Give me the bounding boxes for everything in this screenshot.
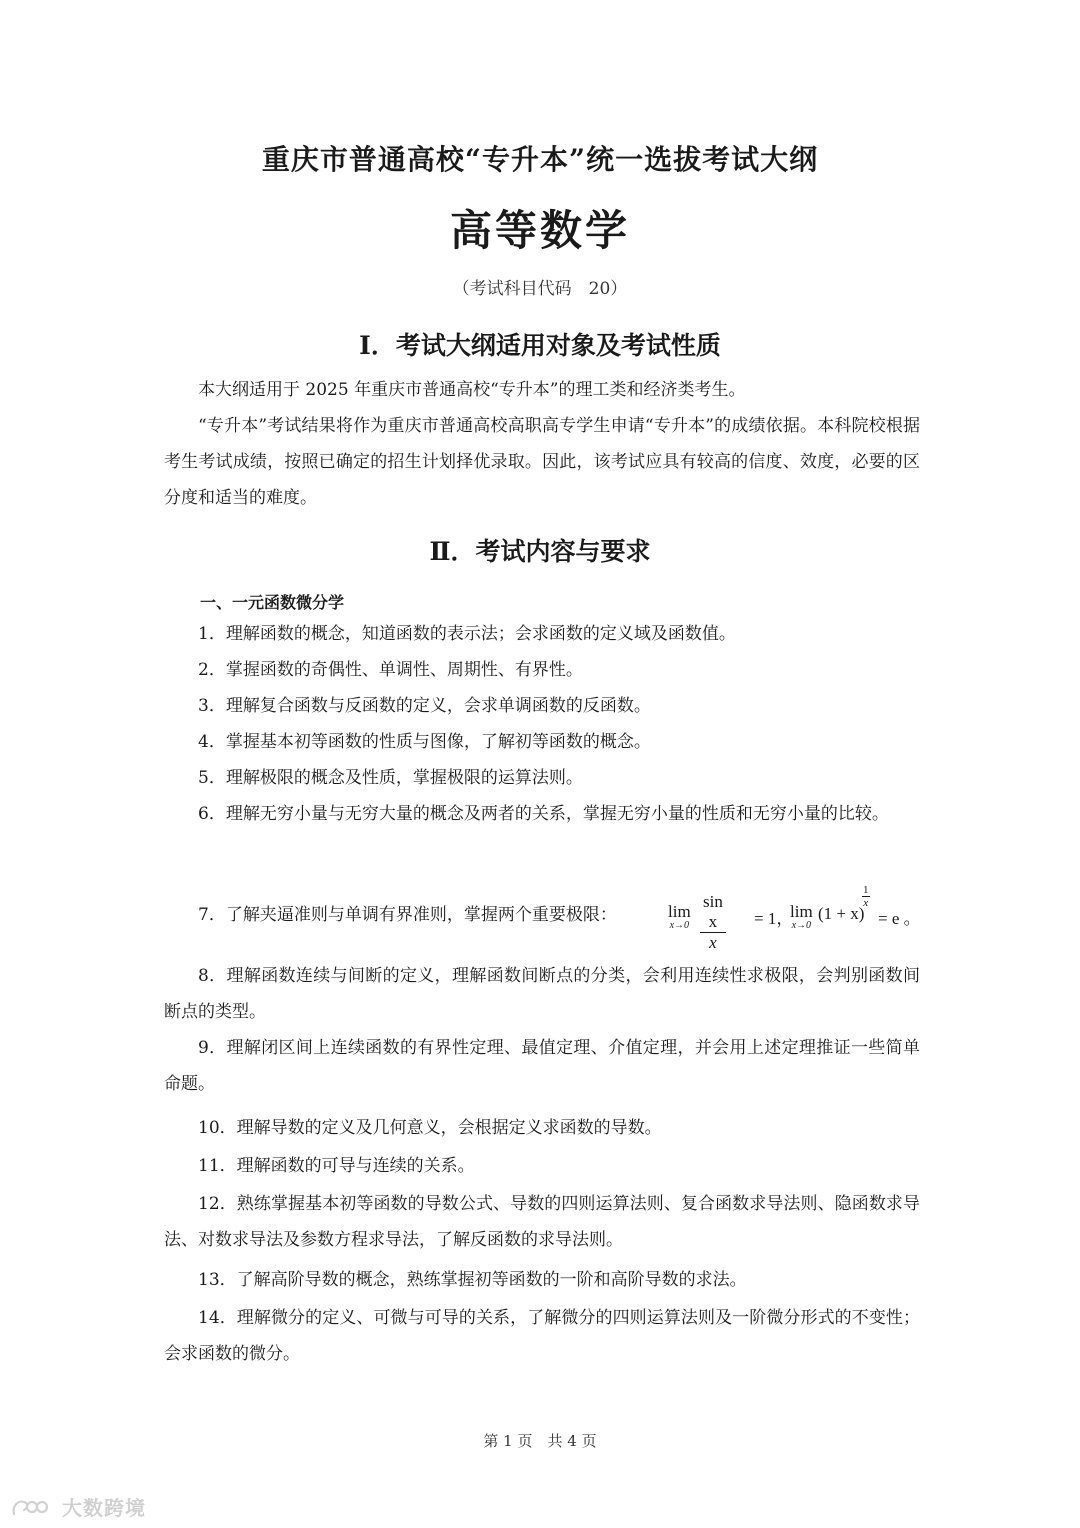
- list-item: 12．熟练掌握基本初等函数的导数公式、导数的四则运算法则、复合函数求导法则、隐函数求导法、对数求导法及参数方程求导法，了解反函数的求导法则。: [164, 1194, 920, 1250]
- list-item: 7．了解夹逼准则与单调有界准则，掌握两个重要极限：: [198, 905, 617, 925]
- list-item: 6．理解无穷小量与无穷大量的概念及两者的关系，掌握无穷小量的性质和无穷小量的比较。: [198, 804, 889, 824]
- subject-code: （考试科目代码 20）: [452, 279, 628, 299]
- section-1-heading: Ⅰ．考试大纲适用对象及考试性质: [359, 331, 721, 360]
- exponent-fraction: $\frac{1}{x}$: [863, 884, 869, 909]
- list-item: 13．了解高阶导数的概念，熟练掌握初等函数的一阶和高阶导数的求法。: [198, 1270, 747, 1290]
- list-item: 11．理解函数的可导与连续的关系。: [198, 1156, 475, 1176]
- list-item-formula: 7．了解夹逼准则与单调有界准则，掌握两个重要极限： lim x→0 $\frac{\text{sin x}}{x}$ = 1， lim x→0 (1 + x) $\frac{1}{x}$ = e 。: [198, 884, 921, 952]
- list-item: 2．掌握函数的奇偶性、单调性、周期性、有界性。: [198, 660, 583, 680]
- list-item: 3．理解复合函数与反函数的定义，会求单调函数的反函数。: [198, 696, 651, 716]
- document-title: 重庆市普通高校“专升本”统一选拔考试大纲: [261, 143, 819, 176]
- list-item: 4．掌握基本初等函数的性质与图像，了解初等函数的概念。: [198, 732, 651, 752]
- list-item: 1．理解函数的概念，知道函数的表示法；会求函数的定义域及函数值。: [198, 624, 736, 644]
- list-item: 14．理解微分的定义、可微与可导的关系，了解微分的四则运算法则及一阶微分形式的不变性；会求函数的微分。: [164, 1308, 920, 1364]
- list-item: 9．理解闭区间上连续函数的有界性定理、最值定理、介值定理，并会用上述定理推证一些简单命题。: [164, 1038, 920, 1094]
- section-1-paragraph: “专升本”考试结果将作为重庆市普通高校高职高专学生申请“专升本”的成绩依据。本科院校根据考生考试成绩，按照已确定的招生计划择优录取。因此，该考试应具有较高的信度、效度，必要的区分度和适当的难度。: [164, 416, 920, 508]
- list-item: 5．理解极限的概念及性质，掌握极限的运算法则。: [198, 768, 583, 788]
- subject-title: 高等数学: [449, 206, 630, 255]
- page-number-footer: 第 1 页 共 4 页: [483, 1432, 597, 1450]
- fraction: $\frac{\text{sin x}}{x}$: [700, 892, 726, 953]
- subsection-heading: 一、一元函数微分学: [200, 593, 345, 612]
- section-1-paragraph: 本大纲适用于 2025 年重庆市普通高校“专升本”的理工类和经济类考生。: [198, 380, 746, 400]
- watermark-logo-icon: [10, 1496, 50, 1523]
- list-item: 10．理解导数的定义及几何意义，会根据定义求函数的导数。: [198, 1118, 662, 1138]
- list-item: 8．理解函数连续与间断的定义，理解函数间断点的分类，会利用连续性求极限，会判别函数间断点的类型。: [164, 966, 920, 1022]
- section-2-heading: Ⅱ．考试内容与要求: [429, 537, 651, 566]
- watermark: 大数跨境: [10, 1492, 146, 1523]
